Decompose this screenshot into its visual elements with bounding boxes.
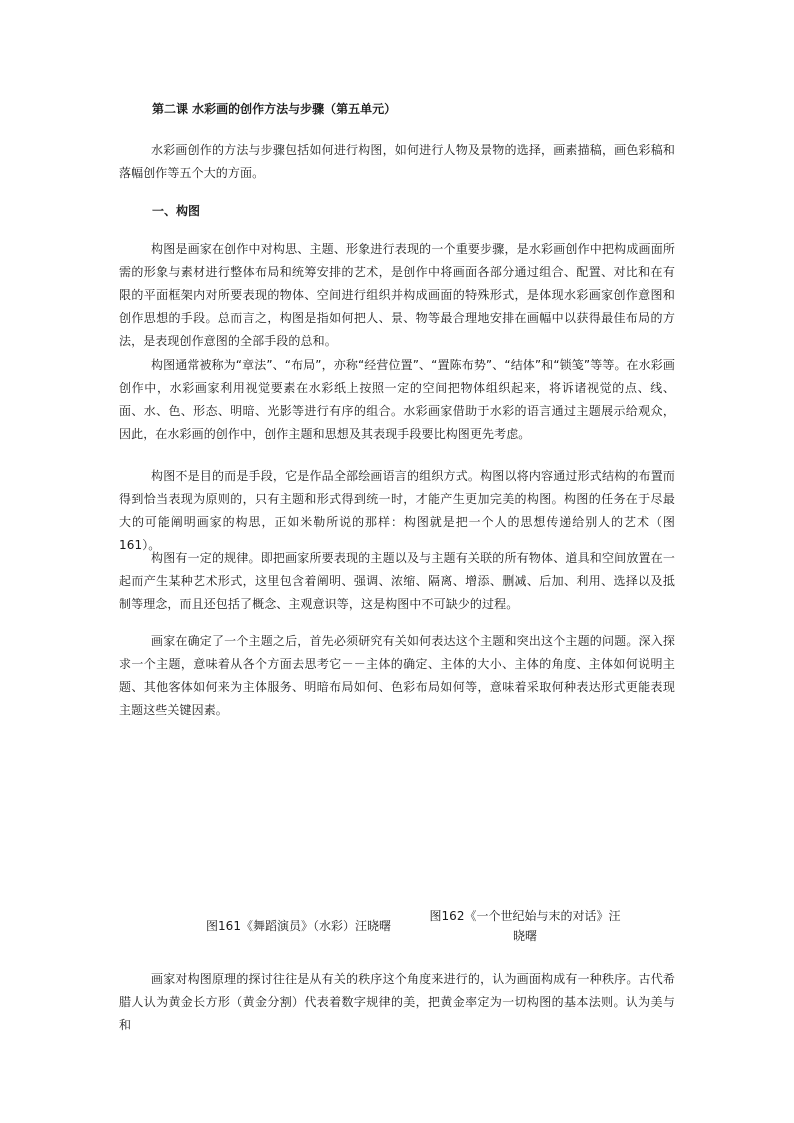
paragraph-composition-definition: 构图是画家在创作中对构思、主题、形象进行表现的一个重要步骤，是水彩画创作中把构成画面所需的形象与素材进行整体布局和统筹安排的艺术，是创作中将画面各部分通过组合、配置、对比和在有限的平面框架内对所要表现的物体、空间进行组织并构成画面的特殊形式，是体现水彩画家创作意图和创作思想的手段。总而言之，构图是指如何把人、景、物等最合理地安排在画幅中以获得最佳布局的方法，是表现创作意图的全部手段的总和。	[119, 242, 675, 348]
intro-paragraph: 水彩画创作的方法与步骤包括如何进行构图，如何进行人物及景物的选择，画素描稿，画色彩稿和落幅创作等五个大的方面。	[119, 143, 675, 180]
figure-161-caption: 图161《舞蹈演员》（水彩）汪晓曙	[206, 919, 391, 933]
paragraph-subject-study: 画家在确定了一个主题之后，首先必须研究有关如何表达这个主题和突出这个主题的问题。深入探求一个主题，意味着从各个方面去思考它－－主体的确定、主体的大小、主体的角度、主体如何说明主题、其他客体如何来为主体服务、明暗布局如何、色彩布局如何等，意味着采取何种表达形式更能表现主题这些关键因素。	[119, 634, 675, 717]
paragraph-composition-means: 构图不是目的而是手段，它是作品全部绘画语言的组织方式。构图以将内容通过形式结构的布置而得到恰当表现为原则的，只有主题和形式得到统一时，才能产生更加完美的构图。构图的任务在于尽最大的可能阐明画家的构思，正如米勒所说的那样：构图就是把一个人的思想传递给别人的艺术（图161）。	[119, 469, 675, 552]
lesson-title: 第二课 水彩画的创作方法与步骤（第五单元）	[152, 102, 397, 116]
paragraph-composition-terms: 构图通常被称为“章法”、“布局”，亦称“经营位置”、“置陈布势”、“结体”和“锁笺”等等。在水彩画创作中，水彩画家利用视觉要素在水彩纸上按照一定的空间把物体组织起来，将诉诸视觉的点、线、面、水、色、形态、明暗、光影等进行有序的组合。水彩画家借助于水彩的语言通过主题展示给观众，因此，在水彩画的创作中，创作主题和思想及其表现手段要比构图更先考虑。	[119, 358, 675, 441]
figure-162-caption: 图162《一个世纪始与末的对话》汪晓曙	[429, 909, 621, 943]
paragraph-order-principles: 画家对构图原理的探讨往往是从有关的秩序这个角度来进行的，认为画面构成有一种秩序。古代希腊人认为黄金长方形（黄金分割）代表着数字规律的美，把黄金率定为一切构图的基本法则。认为美与和	[119, 972, 675, 1032]
section-heading-composition: 一、构图	[152, 204, 201, 218]
paragraph-composition-rules: 构图有一定的规律。即把画家所要表现的主题以及与主题有关联的所有物体、道具和空间放置在一起而产生某种艺术形式，这里包含着阐明、强调、浓缩、隔离、增添、删减、后加、利用、选择以及抵制等理念，而且还包括了概念、主观意识等，这是构图中不可缺少的过程。	[119, 551, 675, 611]
